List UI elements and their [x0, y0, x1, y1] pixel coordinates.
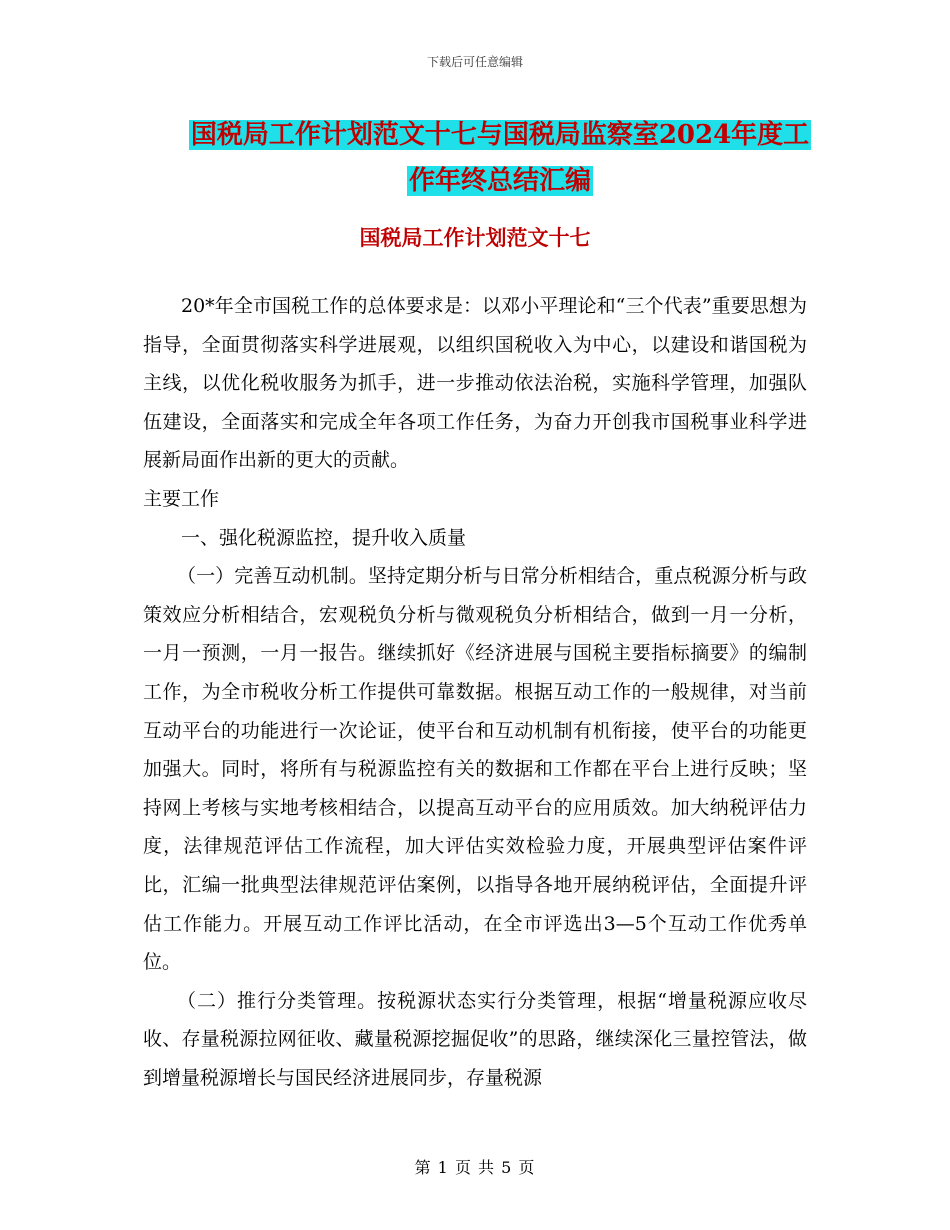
paragraph-heading-main-work: 主要工作 [143, 487, 220, 510]
paragraph-item-2: （二）推行分类管理。按税源状态实行分类管理，根据“增量税源应收尽收、存量税源拉网征收、藏量税源挖掘促收”的思路，继续深化三量控管法，做到增量税源增长与国民经济进展同步，存量税源 [143, 989, 807, 1089]
section-title: 国税局工作计划范文十七 [359, 225, 591, 250]
page-footer: 第 1 页 共 5 页 [414, 1158, 536, 1177]
title-line-2: 作年终总结汇编 [408, 166, 591, 196]
paragraph-heading-section-1: 一、强化税源监控，提升收入质量 [181, 526, 467, 549]
paragraph-item-1: （一）完善互动机制。坚持定期分析与日常分析相结合，重点税源分析与政策效应分析相结合，宏观税负分析与微观税负分析相结合，做到一月一分析，一月一预测，一月一报告。继续抓好《经济进展与国税主要指标摘要》的编制工作，为全市税收分析工作提供可靠数据。根据互动工作的一般规律，对当前互动平台的功能进行一次论证，使平台和互动机制有机衔接，使平台的功能更加强大。同时，将所有与税源监控有关的数据和工作都在平台上进行反映；坚持网上考核与实地考核相结合，以提高互动平台的应用质效。加大纳税评估力度，法律规范评估工作流程，加大评估实效检验力度，开展典型评估案件评比，汇编一批典型法律规范评估案例，以指导各地开展纳税评估，全面提升评估工作能力。开展互动工作评比活动，在全市评选出3—5个互动工作优秀单位。 [143, 565, 807, 974]
paragraph-intro: 20*年全市国税工作的总体要求是：以邓小平理论和“三个代表”重要思想为指导，全面贯彻落实科学进展观，以组织国税收入为中心，以建设和谐国税为主线，以优化税收服务为抓手，进一步推动依法治税，实施科学管理，加强队伍建设，全面落实和完成全年各项工作任务，为奋力开创我市国税事业科学进展新局面作出新的更大的贡献。 [143, 295, 807, 472]
title-line-1: 国税局工作计划范文十七与国税局监察室2024年度工 [190, 120, 810, 150]
header-note: 下载后可任意编辑 [426, 55, 523, 69]
document-title [150, 112, 850, 204]
body-text [143, 287, 807, 1097]
